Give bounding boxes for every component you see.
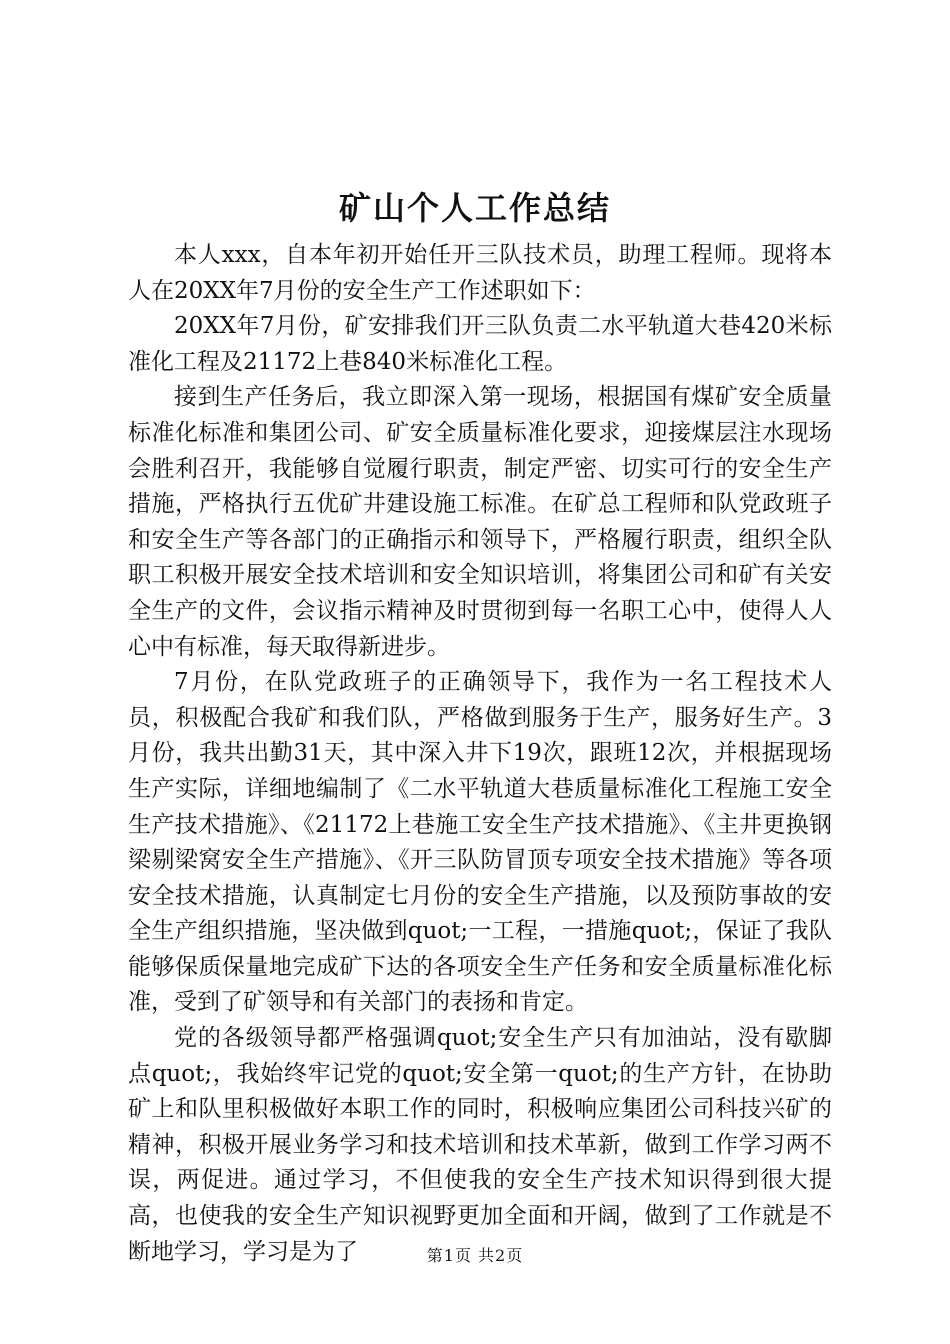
- paragraph: 接到生产任务后，我立即深入第一现场，根据国有煤矿安全质量标准化标准和集团公司、矿安全质量标准化要求，迎接煤层注水现场会胜利召开，我能够自觉履行职责，制定严密、切实可行的安全生产措施，严格执行五优矿井建设施工标准。在矿总工程师和队党政班子和安全生产等各部门的正确指示和领导下，严格履行职责，组织全队职工积极开展安全技术培训和安全知识培训，将集团公司和矿有关安全生产的文件，会议指示精神及时贯彻到每一名职工心中，使得人人心中有标准，每天取得新进步。: [128, 384, 832, 660]
- page-footer: 第1页 共2页: [426, 1246, 524, 1265]
- paragraph: 党的各级领导都严格强调quot;安全生产只有加油站，没有歇脚点quot;，我始终牢记党的quot;安全第一quot;的生产方针，在协助矿上和队里积极做好本职工作的同时，积极响应集团公司科技兴矿的精神，积极开展业务学习和技术培训和技术革新，做到工作学习两不误，两促进。通过学习，不但使我的安全生产技术知识得到很大提高，也使我的安全生产知识视野更加全面和开阔，做到了工作就是不断地学习，学习是为了: [128, 1025, 832, 1265]
- paragraph: 本人xxx，自本年初开始任开三队技术员，助理工程师。现将本人在20XX年7月份的安全生产工作述职如下：: [128, 242, 832, 304]
- document-body: [128, 238, 832, 1270]
- paragraph: 20XX年7月份，矿安排我们开三队负责二水平轨道大巷420米标准化工程及21172上巷840米标准化工程。: [128, 313, 832, 375]
- paragraph: 7月份，在队党政班子的正确领导下，我作为一名工程技术人员，积极配合我矿和我们队，严格做到服务于生产，服务好生产。3月份，我共出勤31天，其中深入井下19次，跟班12次，并根据现场生产实际，详细地编制了《二水平轨道大巷质量标准化工程施工安全生产技术措施》、《21172上巷施工安全生产技术措施》、《主井更换钢梁剔梁窝安全生产措施》、《开三队防冒顶专项安全技术措施》等各项安全技术措施，认真制定七月份的安全生产措施，以及预防事故的安全生产组织措施，坚决做到quot;一工程，一措施quot;，保证了我队能够保质保量地完成矿下达的各项安全生产任务和安全质量标准化标准，受到了矿领导和有关部门的表扬和肯定。: [128, 669, 832, 1016]
- document-title: 矿山个人工作总结: [338, 189, 611, 227]
